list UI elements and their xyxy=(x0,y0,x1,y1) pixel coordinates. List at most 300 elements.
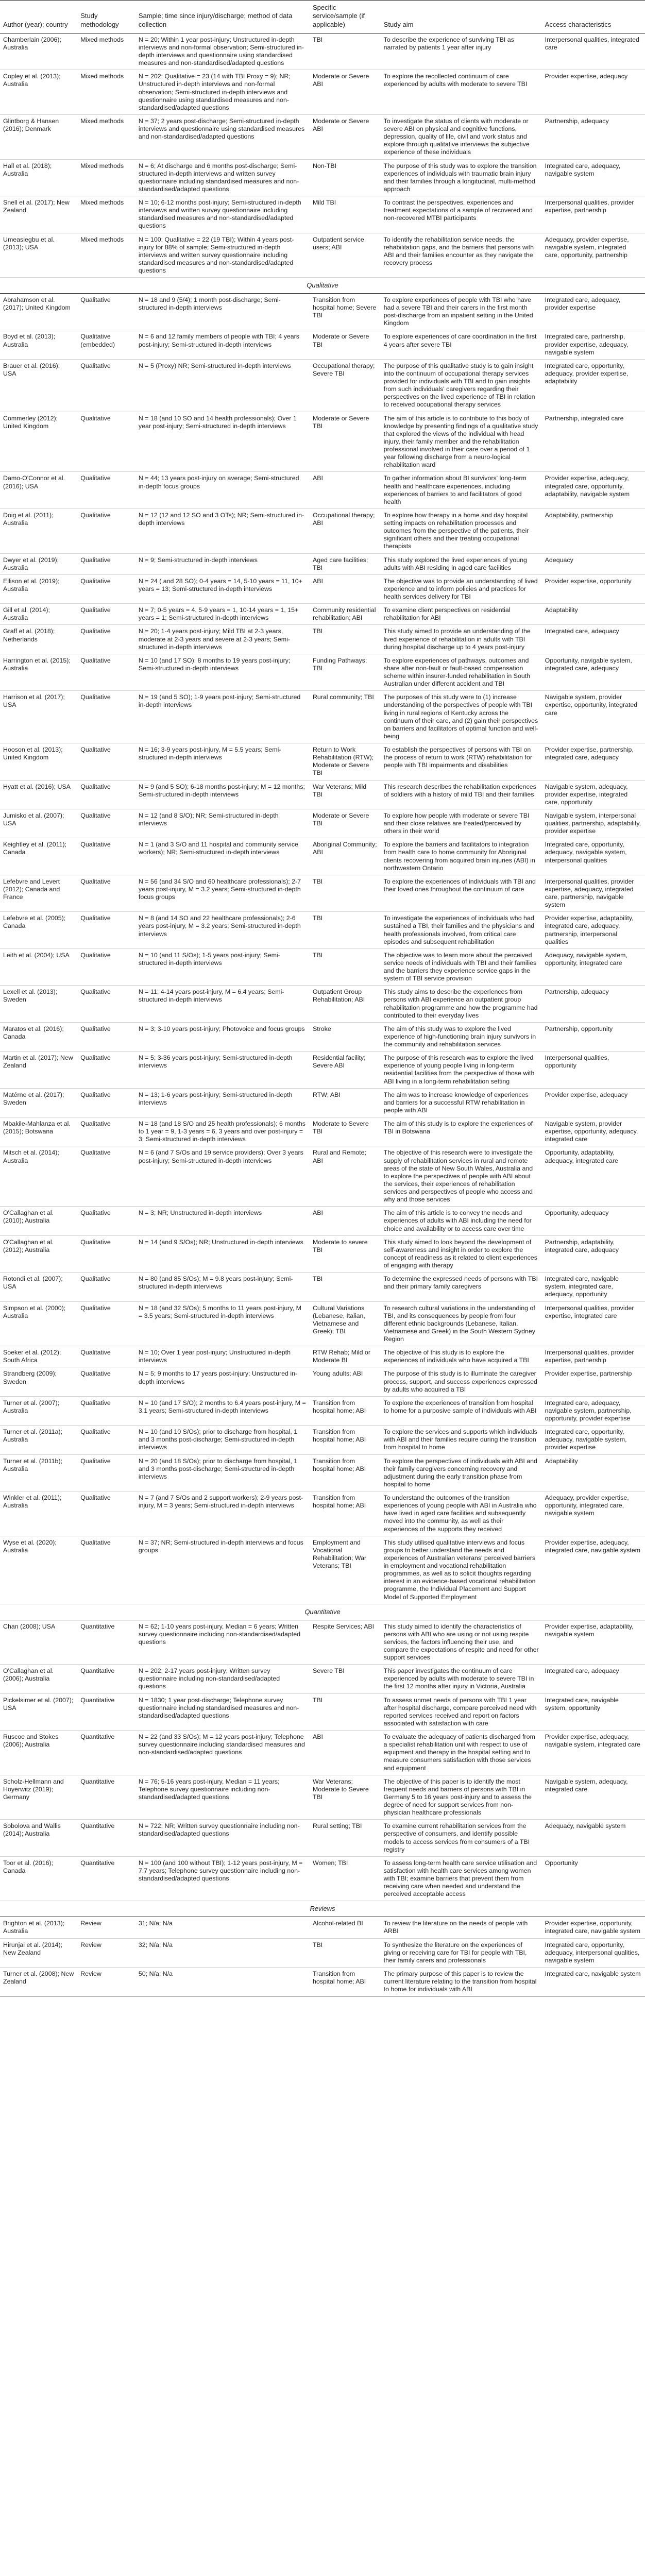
cell-author: Mitsch et al. (2014); Australia xyxy=(0,1146,77,1207)
cell-access: Integrated care, adequacy, navigable system xyxy=(542,159,645,196)
cell-methodology: Qualitative xyxy=(77,553,135,574)
cell-study-aim: To explore experiences of care coordination in the first 4 years after severe TBI xyxy=(381,330,542,359)
cell-service: Moderate to severe TBI xyxy=(310,1235,381,1273)
cell-author: Turner et al. (2011a); Australia xyxy=(0,1426,77,1454)
cell-study-aim: The purpose of this research was to explore the lived experience of young people living in long-term residential facilities from the perspective of those with ABI living in a long-term rehabilitation setting xyxy=(381,1052,542,1089)
cell-methodology: Mixed methods xyxy=(77,159,135,196)
cell-methodology: Qualitative xyxy=(77,359,135,412)
cell-methodology: Qualitative xyxy=(77,293,135,330)
cell-study-aim: To assess long-term health care service utilisation and satisfaction with health care services among women with TBI; examine barriers that prevent them from receiving care when needed and understand the perceived acceptable access xyxy=(381,1856,542,1901)
cell-service: Transition from hospital home; ABI xyxy=(310,1492,381,1536)
column-header-sample: Sample; time since injury/discharge; method of data collection xyxy=(135,1,310,33)
cell-access: Navigable system, adequacy, integrated care xyxy=(542,1775,645,1820)
cell-methodology: Qualitative xyxy=(77,780,135,809)
cell-access: Interpersonal qualities, opportunity xyxy=(542,1052,645,1089)
cell-study-aim: To explore the experiences of individuals with TBI and their loved ones throughout the continuum of care xyxy=(381,875,542,912)
cell-methodology: Qualitative xyxy=(77,1426,135,1454)
cell-sample: N = 3; 3-10 years post-injury; Photovoice and focus groups xyxy=(135,1022,310,1051)
column-header-study-aim: Study aim xyxy=(381,1,542,33)
cell-study-aim: The purpose of this qualitative study is to gain insight into the continuum of occupational therapy services provided for individuals with TBI and to gain insights from such individuals' caregivers regarding their perspectives on the lived experience of TBI in relation to received occupational therapy services xyxy=(381,359,542,412)
cell-author: Leith et al. (2004); USA xyxy=(0,948,77,986)
cell-service: TBI xyxy=(310,1273,381,1301)
cell-study-aim: This study utilised qualitative interviews and focus groups to better understand the needs and experiences of Australian veterans' perceived barriers in employment and vocational rehabilitation programmes, as well as to solicit thoughts regarding interest in an evidence-based vocational rehabilitation programme, the Individual Placement and Support Model of Supported Employment xyxy=(381,1536,542,1604)
cell-study-aim: The aim of this study is to explore the experiences of TBI in Botswana xyxy=(381,1117,542,1146)
cell-study-aim: The primary purpose of this paper is to review the current literature relating to the transition from hospital to home for individuals with ABI xyxy=(381,1967,542,1996)
cell-author: Mbakile-Mahlanza et al. (2015); Botswana xyxy=(0,1117,77,1146)
cell-service: TBI xyxy=(310,948,381,986)
cell-study-aim: To explore the recollected continuum of care experienced by adults with moderate to severe TBI xyxy=(381,70,542,115)
cell-author: Damo-O'Connor et al. (2016); USA xyxy=(0,472,77,509)
cell-author: Turner et al. (2011b); Australia xyxy=(0,1454,77,1492)
cell-author: Dwyer et al. (2019); Australia xyxy=(0,553,77,574)
cell-access: Integrated care, navigable system, opportunity xyxy=(542,1693,645,1731)
cell-methodology: Quantitative xyxy=(77,1665,135,1693)
table-row xyxy=(0,1536,645,1604)
cell-methodology: Qualitative xyxy=(77,1396,135,1425)
section-heading-row xyxy=(0,278,645,294)
cell-service: Cultural Variations (Lebanese, Italian, Vietnamese and Greek); TBI xyxy=(310,1301,381,1346)
cell-methodology: Qualitative xyxy=(77,1301,135,1346)
cell-access: Provider expertise, opportunity, integrated care, navigable system xyxy=(542,1917,645,1938)
cell-study-aim: The aim of this study was to explore the lived experience of high-functioning brain injury survivors in the community and rehabilitation services xyxy=(381,1022,542,1051)
cell-study-aim: To understand the outcomes of the transition experiences of young people with ABI in Australia who have lived in aged care facilities and subsequently moved into the community, as well as their experiences of the supports they received xyxy=(381,1492,542,1536)
table-row xyxy=(0,1775,645,1820)
cell-service: RTW Rehab; Mild or Moderate BI xyxy=(310,1346,381,1367)
cell-study-aim: The aim was to increase knowledge of experiences and barriers for a successful RTW rehabilitation in people with ABI xyxy=(381,1088,542,1117)
cell-service: Transition from hospital home; ABI xyxy=(310,1967,381,1996)
cell-service: Outpatient service users; ABI xyxy=(310,233,381,278)
cell-author: Ruscoe and Stokes (2006); Australia xyxy=(0,1731,77,1775)
table-row xyxy=(0,33,645,70)
table-row xyxy=(0,114,645,159)
table-row xyxy=(0,1117,645,1146)
table-row xyxy=(0,574,645,603)
cell-access: Provider expertise, adaptability, integrated care, adequacy, partnership, interpersonal qualities xyxy=(542,912,645,949)
cell-service: Funding Pathways; TBI xyxy=(310,654,381,691)
cell-study-aim: This research describes the rehabilitation experiences of soldiers with a history of mild TBI and their families xyxy=(381,780,542,809)
cell-service: Return to Work Rehabilitation (RTW); Moderate or Severe TBI xyxy=(310,743,381,781)
section-heading: Qualitative xyxy=(0,278,645,294)
cell-access: Integrated care, adequacy, navigable system, partnership, opportunity, provider expertise xyxy=(542,1396,645,1425)
cell-study-aim: This paper investigates the continuum of care experienced by adults with moderate to severe TBI in the first 12 months after injury in Victoria, Australia xyxy=(381,1665,542,1693)
column-header-access: Access characteristics xyxy=(542,1,645,33)
cell-study-aim: To explore how people with moderate or severe TBI and their close relatives are treated/perceived by others in their world xyxy=(381,809,542,838)
cell-sample: N = 9; Semi-structured in-depth interviews xyxy=(135,553,310,574)
cell-study-aim: This study aimed to identify the characteristics of persons with ABI who are using or not using respite services, the factors influencing their use, and compare the expectations of respite and need for other support services xyxy=(381,1620,542,1665)
cell-service: Aged care facilities; TBI xyxy=(310,553,381,574)
cell-methodology: Qualitative xyxy=(77,1273,135,1301)
cell-sample: N = 76; 5-16 years post-injury, Median = 11 years; Telephone survey questionnaire including non-standardised/adapted questions xyxy=(135,1775,310,1820)
cell-methodology: Qualitative xyxy=(77,604,135,625)
cell-access: Partnership, opportunity xyxy=(542,1022,645,1051)
cell-author: Gill et al. (2014); Australia xyxy=(0,604,77,625)
cell-author: Graff et al. (2018); Netherlands xyxy=(0,625,77,654)
cell-author: Turner et al. (2007); Australia xyxy=(0,1396,77,1425)
cell-author: Maratos et al. (2016); Canada xyxy=(0,1022,77,1051)
table-row xyxy=(0,1820,645,1857)
cell-study-aim: To gather information about BI survivors' long-term health and healthcare experiences, including experiences of barriers to and facilitators of good health xyxy=(381,472,542,509)
table-row xyxy=(0,1454,645,1492)
cell-methodology: Qualitative xyxy=(77,1367,135,1396)
cell-study-aim: The objective was to learn more about the perceived service needs of individuals with TBI and their families and the barriers they experience service gaps in the system of TBI service provision xyxy=(381,948,542,986)
cell-sample: N = 9 (and 5 SO); 6-18 months post-injury; M = 12 months; Semi-structured in-depth interviews xyxy=(135,780,310,809)
cell-access: Integrated care, partnership, provider expertise, adequacy, navigable system xyxy=(542,330,645,359)
cell-service: Outpatient Group Rehabilitation; ABI xyxy=(310,986,381,1023)
cell-sample: N = 12 (and 8 S/O); NR; Semi-structured in-depth interviews xyxy=(135,809,310,838)
table-row xyxy=(0,509,645,553)
cell-sample: N = 5; 3-36 years post-injury; Semi-structured in-depth interviews xyxy=(135,1052,310,1089)
cell-sample: N = 13; 1-6 years post-injury; Semi-structured in-depth interviews xyxy=(135,1088,310,1117)
cell-author: Matérne et al. (2017); Sweden xyxy=(0,1088,77,1117)
table-row xyxy=(0,196,645,233)
cell-author: Chan (2008); USA xyxy=(0,1620,77,1665)
cell-sample: N = 37; 2 years post-discharge; Semi-structured in-depth interviews and questionnaire using standardised measures and non-standardised/adapted questions xyxy=(135,114,310,159)
table-row xyxy=(0,1146,645,1207)
table-row xyxy=(0,654,645,691)
cell-service: TBI xyxy=(310,912,381,949)
cell-study-aim: This study explored the lived experiences of young adults with ABI residing in aged care facilities xyxy=(381,553,542,574)
table-row xyxy=(0,838,645,875)
cell-author: Harrison et al. (2017); USA xyxy=(0,691,77,743)
cell-author: Hall et al. (2018); Australia xyxy=(0,159,77,196)
cell-study-aim: The aim of this article is to contribute to this body of knowledge by presenting findings of a qualitative study that explored the views of the individual with head injury, their family member and the rehabilitation professional involved in their care over a period of 1 year following discharge from a neuro-logical rehabilitation ward xyxy=(381,412,542,472)
cell-study-aim: To describe the experience of surviving TBI as narrated by patients 1 year after injury xyxy=(381,33,542,70)
cell-sample: N = 62; 1-10 years post-injury, Median = 6 years; Written survey questionnaire including non-standardised/adapted questions xyxy=(135,1620,310,1665)
cell-study-aim: To explore the barriers and facilitators to integration from health care to home community for Aboriginal clients recovering from acquired brain injuries (ABI) in northwestern Ontario xyxy=(381,838,542,875)
table-row xyxy=(0,743,645,781)
cell-study-aim: To assess unmet needs of persons with TBI 1 year after hospital discharge, compare perceived need with reported services received and report on factors associated with satisfaction with care xyxy=(381,1693,542,1731)
cell-access: Integrated care, adequacy xyxy=(542,625,645,654)
cell-access: Provider expertise, partnership xyxy=(542,1367,645,1396)
table-row xyxy=(0,412,645,472)
cell-access: Provider expertise, adequacy, integrated care, navigable system xyxy=(542,1536,645,1604)
cell-sample: N = 14 (and 9 S/Os); NR; Unstructured in-depth interviews xyxy=(135,1235,310,1273)
cell-study-aim: To contrast the perspectives, experiences and treatment expectations of a sample of recovered and non-recovered MTBI participants xyxy=(381,196,542,233)
cell-author: Commerley (2012); United Kingdom xyxy=(0,412,77,472)
cell-sample: N = 8 (and 14 SO and 22 healthcare professionals); 2-6 years post-injury, M = 3.2 years; Semi-structured in-depth interviews xyxy=(135,912,310,949)
cell-author: Lefebvre and Levert (2012); Canada and France xyxy=(0,875,77,912)
cell-access: Provider expertise, adequacy xyxy=(542,70,645,115)
table-row xyxy=(0,1693,645,1731)
cell-access: Interpersonal qualities, integrated care xyxy=(542,33,645,70)
cell-service: Rural community; TBI xyxy=(310,691,381,743)
cell-sample: N = 3; NR; Unstructured in-depth interviews xyxy=(135,1207,310,1235)
cell-service: Women; TBI xyxy=(310,1856,381,1901)
table-row xyxy=(0,553,645,574)
cell-methodology: Qualitative xyxy=(77,412,135,472)
cell-service: Non-TBI xyxy=(310,159,381,196)
cell-author: Turner et al. (2008); New Zealand xyxy=(0,1967,77,1996)
cell-access: Provider expertise, opportunity xyxy=(542,574,645,603)
cell-sample: N = 11; 4-14 years post-injury, M = 6.4 years; Semi-structured in-depth interviews xyxy=(135,986,310,1023)
cell-sample: N = 10 (and 17 S/O); 2 months to 6.4 years post-injury, M = 3.1 years; Semi-structured in-depth interviews xyxy=(135,1396,310,1425)
cell-sample: N = 37; NR; Semi-structured in-depth interviews and focus groups xyxy=(135,1536,310,1604)
cell-sample: N = 10 (and 10 S/Os); prior to discharge from hospital, 1 and 3 months post-discharge; Semi-structured in-depth interviews xyxy=(135,1426,310,1454)
cell-sample: N = 7 (and 7 S/Os and 2 support workers); 2-9 years post-injury, M = 3 years; Semi-structured in-depth interviews xyxy=(135,1492,310,1536)
table-row xyxy=(0,1938,645,1967)
cell-access: Provider expertise, adequacy xyxy=(542,1088,645,1117)
cell-service: Occupational therapy; Severe TBI xyxy=(310,359,381,412)
cell-service: TBI xyxy=(310,1938,381,1967)
cell-service: ABI xyxy=(310,1207,381,1235)
cell-methodology: Review xyxy=(77,1938,135,1967)
table-row xyxy=(0,1367,645,1396)
table-row xyxy=(0,875,645,912)
cell-access: Navigable system, provider expertise, opportunity, adequacy, integrated care xyxy=(542,1117,645,1146)
cell-methodology: Qualitative xyxy=(77,625,135,654)
cell-service: Rural and Remote; ABI xyxy=(310,1146,381,1207)
cell-access: Partnership, integrated care xyxy=(542,412,645,472)
cell-author: Umeasiegbu et al. (2013); USA xyxy=(0,233,77,278)
cell-study-aim: To review the literature on the needs of people with ARBI xyxy=(381,1917,542,1938)
cell-methodology: Qualitative xyxy=(77,809,135,838)
cell-service: Aboriginal Community; ABI xyxy=(310,838,381,875)
cell-study-aim: The objective of this research were to investigate the supply of rehabilitation services in rural and remote areas of the state of New South Wales, Australia and to explore the perspectives of people with ABI about the services, their experiences of rehabilitation services and perspectives of people who access and why and those services xyxy=(381,1146,542,1207)
cell-methodology: Quantitative xyxy=(77,1775,135,1820)
table-header xyxy=(0,1,645,33)
table-row xyxy=(0,1207,645,1235)
cell-study-aim: To explore experiences of pathways, outcomes and share after non-fault or fault-based compensation scheme within insurer-funded rehabilitation in South Australian under different accident and TBI xyxy=(381,654,542,691)
cell-methodology: Qualitative xyxy=(77,1117,135,1146)
table-row xyxy=(0,1665,645,1693)
cell-sample: N = 100; Qualitative = 22 (19 TBI); Within 4 years post-injury for 88% of sample; Semi-structured in-depth interviews and written survey questionnaire including standardised measures and non-standardised/adapted questions xyxy=(135,233,310,278)
cell-service: Rural setting; TBI xyxy=(310,1820,381,1857)
cell-author: Brauer et al. (2016); USA xyxy=(0,359,77,412)
cell-methodology: Qualitative xyxy=(77,1454,135,1492)
cell-access: Partnership, adequacy xyxy=(542,114,645,159)
cell-sample: N = 18 (and 18 S/O and 25 health professionals); 6 months to 1 year = 9, 1-3 years = 6, 3 years and over post-injury = 3; Semi-structured in-depth interviews xyxy=(135,1117,310,1146)
cell-author: O'Callaghan et al. (2006); Australia xyxy=(0,1665,77,1693)
section-heading-row xyxy=(0,1901,645,1917)
cell-access: Integrated care, opportunity, adequacy, navigable system, interpersonal qualities xyxy=(542,838,645,875)
cell-sample: N = 10 (and 11 S/Os); 1-5 years post-injury; Semi-structured in-depth interviews xyxy=(135,948,310,986)
cell-access: Opportunity, navigable system, integrated care, adequacy xyxy=(542,654,645,691)
cell-access: Provider expertise, adequacy, navigable system, integrated care xyxy=(542,1731,645,1775)
cell-methodology: Qualitative (embedded) xyxy=(77,330,135,359)
cell-service: Alcohol-related BI xyxy=(310,1917,381,1938)
cell-methodology: Qualitative xyxy=(77,691,135,743)
cell-sample: N = 7; 0-5 years = 4, 5-9 years = 1, 10-14 years = 1, 15+ years = 1; Semi-structured in-depth interviews xyxy=(135,604,310,625)
cell-methodology: Qualitative xyxy=(77,838,135,875)
cell-study-aim: The purpose of this study is to illuminate the caregiver process, support, and success experiences expressed by adults who acquired a TBI xyxy=(381,1367,542,1396)
cell-access: Opportunity xyxy=(542,1856,645,1901)
cell-study-aim: The objective of this study is to explore the experiences of individuals who have acquired a TBI xyxy=(381,1346,542,1367)
cell-sample: N = 10; Over 1 year post-injury; Unstructured in-depth interviews xyxy=(135,1346,310,1367)
cell-service: Moderate or Severe TBI xyxy=(310,330,381,359)
cell-methodology: Review xyxy=(77,1967,135,1996)
cell-sample: N = 44; 13 years post-injury on average; Semi-structured in-depth focus groups xyxy=(135,472,310,509)
table-row xyxy=(0,691,645,743)
cell-sample: N = 20; 1-4 years post-injury; Mild TBI at 2-3 years, moderate at 2-3 years and severe at 2-3 years; Semi-structured in-depth interviews xyxy=(135,625,310,654)
cell-author: Doig et al. (2011); Australia xyxy=(0,509,77,553)
cell-service: Transition from hospital home; ABI xyxy=(310,1396,381,1425)
cell-methodology: Qualitative xyxy=(77,509,135,553)
cell-study-aim: To explore the services and supports which individuals with ABI and their families require during the transition from hospital to home xyxy=(381,1426,542,1454)
cell-methodology: Quantitative xyxy=(77,1620,135,1665)
cell-methodology: Qualitative xyxy=(77,1052,135,1089)
cell-access: Provider expertise, adaptability, navigable system xyxy=(542,1620,645,1665)
cell-sample: N = 10 (and 17 SO); 8 months to 19 years post-injury; Semi-structured in-depth interviews xyxy=(135,654,310,691)
table-row xyxy=(0,359,645,412)
cell-author: O'Callaghan et al. (2012); Australia xyxy=(0,1235,77,1273)
cell-author: Abrahamson et al. (2017); United Kingdom xyxy=(0,293,77,330)
cell-service: Community residential rehabilitation; ABI xyxy=(310,604,381,625)
cell-methodology: Review xyxy=(77,1917,135,1938)
table-row xyxy=(0,1856,645,1901)
cell-service: Moderate or Severe TBI xyxy=(310,412,381,472)
cell-access: Integrated care, opportunity, adequacy, navigable system, provider expertise xyxy=(542,1426,645,1454)
cell-study-aim: To determine the expressed needs of persons with TBI and their primary family caregivers xyxy=(381,1273,542,1301)
section-heading: Reviews xyxy=(0,1901,645,1917)
cell-methodology: Quantitative xyxy=(77,1856,135,1901)
cell-service: War Veterans; Mild TBI xyxy=(310,780,381,809)
cell-author: Lexell et al. (2013); Sweden xyxy=(0,986,77,1023)
cell-methodology: Qualitative xyxy=(77,1235,135,1273)
table-row xyxy=(0,1620,645,1665)
cell-methodology: Qualitative xyxy=(77,1146,135,1207)
cell-sample: N = 5; 9 months to 17 years post-injury; Unstructured in-depth interviews xyxy=(135,1367,310,1396)
table-row xyxy=(0,1273,645,1301)
cell-methodology: Qualitative xyxy=(77,1022,135,1051)
cell-methodology: Qualitative xyxy=(77,948,135,986)
cell-author: Harrington et al. (2015); Australia xyxy=(0,654,77,691)
cell-author: Pickelsimer et al. (2007); USA xyxy=(0,1693,77,1731)
cell-study-aim: This study aimed to provide an understanding of the lived experience of rehabilitation in adults with TBI during hospital discharge up to 4 years post-injury xyxy=(381,625,542,654)
cell-service: War Veterans; Moderate to Severe TBI xyxy=(310,1775,381,1820)
cell-study-aim: The objective of this paper is to identify the most frequent needs and barriers of persons with TBI in Germany 5 to 16 years post-injury and to assess the degree of need for support services from non-physician healthcare professionals xyxy=(381,1775,542,1820)
cell-author: Keightley et al. (2011); Canada xyxy=(0,838,77,875)
cell-study-aim: To explore how therapy in a home and day hospital setting impacts on rehabilitation processes and outcomes from the perspective of the patients, their significant others and their treating occupational therapists xyxy=(381,509,542,553)
cell-author: O'Callaghan et al. (2010); Australia xyxy=(0,1207,77,1235)
cell-service: Transition from hospital home; ABI xyxy=(310,1454,381,1492)
cell-sample: N = 100 (and 100 without TBI); 1-12 years post-injury, M = 7.7 years; Telephone survey questionnaire including non-standardised/adapted questions xyxy=(135,1856,310,1901)
cell-study-aim: This study aims to describe the experiences from persons with ABI experience an outpatient group rehabilitation programme and how the programme had contributed to their everyday lives xyxy=(381,986,542,1023)
table-row xyxy=(0,293,645,330)
cell-access: Integrated care, adequacy xyxy=(542,1665,645,1693)
cell-methodology: Mixed methods xyxy=(77,233,135,278)
cell-sample: N = 10; 6-12 months post-injury; Semi-structured in-depth interviews and written survey questionnaire including standardised measures and non-standardised/adapted questions xyxy=(135,196,310,233)
table-row xyxy=(0,625,645,654)
table-row xyxy=(0,986,645,1023)
section-heading: Quantitative xyxy=(0,1604,645,1620)
cell-author: Glintborg & Hansen (2016); Denmark xyxy=(0,114,77,159)
cell-access: Navigable system, adequacy, provider expertise, integrated care, opportunity xyxy=(542,780,645,809)
cell-access: Integrated care, adequacy, provider expertise xyxy=(542,293,645,330)
table-row xyxy=(0,1426,645,1454)
cell-service: Mild TBI xyxy=(310,196,381,233)
cell-service: Transition from hospital home; Severe TBI xyxy=(310,293,381,330)
cell-access: Adequacy, provider expertise, navigable system, integrated care, opportunity, partnership xyxy=(542,233,645,278)
cell-author: Ellison et al. (2019); Australia xyxy=(0,574,77,603)
cell-author: Rotondi et al. (2007); USA xyxy=(0,1273,77,1301)
cell-methodology: Qualitative xyxy=(77,875,135,912)
cell-access: Navigable system, interpersonal qualities, partnership, adaptability, provider expertise xyxy=(542,809,645,838)
cell-methodology: Mixed methods xyxy=(77,33,135,70)
cell-study-aim: To explore experiences of people with TBI who have had a severe TBI and their carers in the first month post-discharge from an inpatient setting in the United Kingdom xyxy=(381,293,542,330)
cell-author: Scholz-Hellmann and Hoyerwitz (2019); Germany xyxy=(0,1775,77,1820)
cell-methodology: Mixed methods xyxy=(77,70,135,115)
cell-study-aim: The objective was to provide an understanding of lived experience and to inform policies and practices for health services delivery for TBI xyxy=(381,574,542,603)
cell-access: Partnership, adequacy xyxy=(542,986,645,1023)
cell-access: Integrated care, navigable system xyxy=(542,1967,645,1996)
cell-study-aim: To examine client perspectives on residential rehabilitation for ABI xyxy=(381,604,542,625)
cell-methodology: Qualitative xyxy=(77,986,135,1023)
header-row xyxy=(0,1,645,33)
cell-sample: 50; N/a; N/a xyxy=(135,1967,310,1996)
table-row xyxy=(0,1967,645,1996)
table-row xyxy=(0,472,645,509)
cell-sample: N = 22 (and 33 S/Os); M = 12 years post-injury; Telephone survey questionnaire including standardised measures and non-standardised/adapted questions xyxy=(135,1731,310,1775)
cell-service: Moderate or Severe ABI xyxy=(310,70,381,115)
cell-study-aim: To research cultural variations in the understanding of TBI, and its consequences by people from four different ethnic backgrounds (Lebanese, Italian, Vietnamese and Greek) in the South Western Sydney Region xyxy=(381,1301,542,1346)
cell-methodology: Qualitative xyxy=(77,654,135,691)
cell-sample: N = 80 (and 85 S/Os); M = 9.8 years post-injury; Semi-structured in-depth interviews xyxy=(135,1273,310,1301)
cell-study-aim: To evaluate the adequacy of patients discharged from a specialist rehabilitation unit with respect to use of equipment and therapy in the hospital setting and to measure consumers satisfaction with those services and equipment xyxy=(381,1731,542,1775)
cell-study-aim: The purposes of this study were to (1) increase understanding of the perspectives of people with TBI living in rural regions of Kentucky across the continuum of their care, and (2) gain their perspectives on barriers and facilitators of optimal function and well-being xyxy=(381,691,542,743)
cell-methodology: Mixed methods xyxy=(77,196,135,233)
cell-access: Adaptability xyxy=(542,604,645,625)
table-row xyxy=(0,1492,645,1536)
cell-service: Severe TBI xyxy=(310,1665,381,1693)
cell-sample: N = 1830; 1 year post-discharge; Telephone survey questionnaire including standardised measures and non-standardised/adapted questions xyxy=(135,1693,310,1731)
table-row xyxy=(0,948,645,986)
cell-sample: N = 6 and 12 family members of people with TBI; 4 years post-injury; Semi-structured in-depth interviews xyxy=(135,330,310,359)
cell-author: Soeker et al. (2012); South Africa xyxy=(0,1346,77,1367)
cell-author: Snell et al. (2017); New Zealand xyxy=(0,196,77,233)
cell-access: Interpersonal qualities, provider expertise, integrated care xyxy=(542,1301,645,1346)
cell-sample: N = 20 (and 18 S/Os); prior to discharge from hospital, 1 and 3 months post-discharge; Semi-structured in-depth interviews xyxy=(135,1454,310,1492)
cell-study-aim: To identify the rehabilitation service needs, the rehabilitation gaps, and the barriers that persons with ABI and their families encounter as they navigate the recovery process xyxy=(381,233,542,278)
cell-study-aim: To explore the experiences of transition from hospital to home for a purposive sample of individuals with ABI xyxy=(381,1396,542,1425)
cell-sample: N = 20; Within 1 year post-injury; Unstructured in-depth interviews and non-formal observation; Semi-structured in-depth interviews and questionnaire using standardised measures and non-standardised/adapted questions xyxy=(135,33,310,70)
cell-access: Partnership, adaptability, integrated care, adequacy xyxy=(542,1235,645,1273)
cell-study-aim: To explore the perspectives of individuals with ABI and their family caregivers concerning recovery and adjustment during the early transition phase from hospital to home xyxy=(381,1454,542,1492)
table-row xyxy=(0,159,645,196)
cell-sample: N = 202; 2-17 years post-injury; Written survey questionnaire including non-standardised/adapted questions xyxy=(135,1665,310,1693)
cell-sample: N = 19 (and 5 SO); 1-9 years post-injury; Semi-structured in-depth interviews xyxy=(135,691,310,743)
table-row xyxy=(0,233,645,278)
table-row xyxy=(0,604,645,625)
cell-service: RTW; ABI xyxy=(310,1088,381,1117)
cell-sample: N = 6 (and 7 S/Os and 19 service providers); Over 3 years post-injury; Semi-structured in-depth interviews xyxy=(135,1146,310,1207)
cell-study-aim: To examine current rehabilitation services from the perspective of consumers, and identify possible models to access services from consumers of a TBI registry xyxy=(381,1820,542,1857)
table-row xyxy=(0,1088,645,1117)
cell-author: Hirunjai et al. (2014); New Zealand xyxy=(0,1938,77,1967)
cell-study-aim: The purpose of this study was to explore the transition experiences of individuals with traumatic brain injury and their families through a longitudinal, multi-method approach xyxy=(381,159,542,196)
cell-sample: N = 722; NR; Written survey questionnaire including non-standardised/adapted questions xyxy=(135,1820,310,1857)
cell-access: Adequacy, provider expertise, opportunity, integrated care, navigable system xyxy=(542,1492,645,1536)
cell-study-aim: To investigate the status of clients with moderate or severe ABI on physical and cognitive functions, depression, quality of life, civil and work status and explore through qualitative interviews the subjective experience of these individuals xyxy=(381,114,542,159)
cell-author: Sobolova and Wallis (2014); Australia xyxy=(0,1820,77,1857)
cell-author: Copley et al. (2013); Australia xyxy=(0,70,77,115)
cell-sample: N = 56 (and 34 S/O and 60 healthcare professionals); 2-7 years post-injury, M = 3.2 years; Semi-structured in-depth focus groups xyxy=(135,875,310,912)
cell-access: Interpersonal qualities, provider expertise, adequacy, integrated care, partnership, navigable system xyxy=(542,875,645,912)
cell-sample: N = 6; At discharge and 6 months post-discharge; Semi-structured in-depth interviews and written survey questionnaire including standardised measures and non-standardised/adapted questions xyxy=(135,159,310,196)
cell-service: Moderate or Severe ABI xyxy=(310,114,381,159)
cell-methodology: Qualitative xyxy=(77,1346,135,1367)
cell-study-aim: To investigate the experiences of individuals who had sustained a TBI, their families and the physicians and health professionals involved, from critical care episodes and subsequent rehabilitation xyxy=(381,912,542,949)
cell-methodology: Qualitative xyxy=(77,472,135,509)
cell-author: Hyatt et al. (2016); USA xyxy=(0,780,77,809)
cell-sample: N = 1 (and 3 S/O and 11 hospital and community service workers); NR; Semi-structured in-depth interviews xyxy=(135,838,310,875)
cell-methodology: Quantitative xyxy=(77,1820,135,1857)
cell-sample: N = 18 (and 10 SO and 14 health professionals); Over 1 year post-injury; Semi-structured in-depth interviews xyxy=(135,412,310,472)
table-row xyxy=(0,1346,645,1367)
table-row xyxy=(0,780,645,809)
cell-access: Adaptability xyxy=(542,1454,645,1492)
cell-access: Adequacy xyxy=(542,553,645,574)
cell-sample: N = 24 ( and 28 SO); 0-4 years = 14, 5-10 years = 11, 10+ years = 13; Semi-structured in-depth interviews xyxy=(135,574,310,603)
